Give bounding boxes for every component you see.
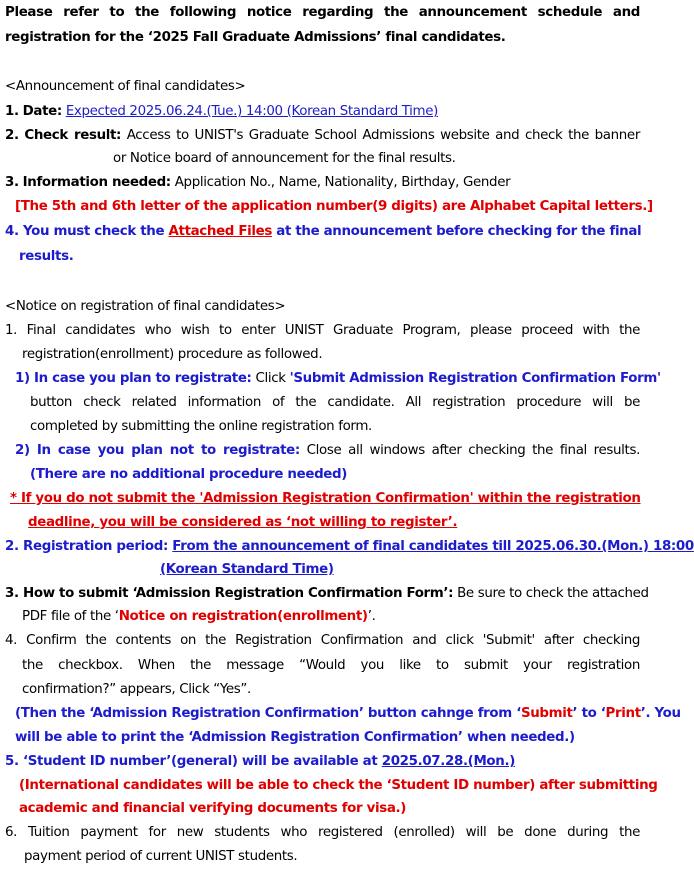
sub2-text: Close all windows after checking the final results.: [306, 443, 640, 458]
item2-value1: From the announcement of final candidates till 2025.06.30.(Mon.) 18:00: [172, 539, 694, 554]
reg-item4-note1: [15, 703, 681, 725]
item2-label: 2. Registration period:: [5, 539, 168, 554]
item3-text1: Be sure to check the attached: [457, 586, 649, 601]
reg-item4-note2: will be able to print the ‘Admission Registration Confirmation’ when needed.): [15, 730, 575, 745]
announcement-heading: <Announcement of final candidates>: [5, 79, 246, 94]
check-num: 2.: [5, 128, 19, 143]
item4-note1a: (Then the ‘Admission Registration Confirmation’ button cahnge from ‘: [15, 706, 521, 721]
sub2-label: 2) In case you plan not to registrate:: [15, 443, 300, 458]
info-note: [The 5th and 6th letter of the application number(9 digits) are Alphabet Capital letters.]: [15, 199, 653, 214]
info-num: 3.: [5, 175, 19, 190]
sub1-label: 1) In case you plan to registrate:: [15, 371, 252, 386]
item3-text2b: Notice on registration(enrollment): [118, 609, 368, 624]
date-label: Date:: [22, 104, 62, 119]
reg-item3-line1: [5, 583, 649, 605]
reg-item5-note1: (International candidates will be able to check the ‘Student ID number) after submitting: [19, 778, 658, 793]
check-text-2: or Notice board of announcement for the final results.: [113, 151, 456, 166]
item4-note1c: ’ to ‘: [572, 706, 606, 721]
sub1-text-a: Click: [255, 371, 286, 386]
item5-label: 5. ‘Student ID number’(general) will be available at: [5, 754, 378, 769]
item3-text2a: PDF file of the ‘: [22, 609, 119, 624]
attached-files-link[interactable]: Attached Files: [168, 224, 272, 239]
check-text-1: Access to UNIST's Graduate School Admissions website and check the banner: [126, 128, 640, 143]
date-num: 1.: [5, 104, 19, 119]
reg-item4-line3: confirmation?” appears, Click “Yes”.: [22, 682, 251, 697]
must-text-c: results.: [19, 249, 74, 264]
reg-item1-line2: registration(enrollment) procedure as followed.: [22, 347, 323, 362]
item4-note1e: ’. You: [640, 706, 681, 721]
item3-label: 3. How to submit ‘Admission Registration Confirmation Form’:: [5, 586, 454, 601]
reg-item3-line2: [22, 606, 640, 628]
item4-note1d: Print: [605, 706, 641, 721]
sub1-line2: button check related information of the candidate. All registration procedure will be: [30, 395, 640, 410]
intro-line-1: Please refer to the following notice regarding the announcement schedule and: [5, 5, 640, 20]
sub2-note: (There are no additional procedure needed): [30, 467, 348, 482]
reg-item1-line1: 1. Final candidates who wish to enter UNIST Graduate Program, please proceed with the: [5, 323, 640, 338]
reg-item6-line2: payment period of current UNIST students.: [24, 849, 298, 864]
submit-form-button-ref: 'Submit Admission Registration Confirmation Form': [289, 371, 661, 386]
reg-item2-line1: [5, 536, 694, 558]
warning-line2: deadline, you will be considered as ‘not willing to register’.: [28, 515, 458, 530]
item2-value2: (Korean Standard Time): [160, 562, 334, 577]
warning-line1: * If you do not submit the 'Admission Registration Confirmation' within the registration: [10, 491, 641, 506]
date-value: Expected 2025.06.24.(Tue.) 14:00 (Korean Standard Time): [65, 104, 438, 119]
must-text-a: You must check the: [23, 224, 165, 239]
intro-line-2: registration for the ‘2025 Fall Graduate Admissions’ final candidates.: [5, 30, 506, 45]
reg-item4-line1: 4. Confirm the contents on the Registration Confirmation and click 'Submit' after checking: [5, 633, 640, 648]
announcement-must-check: [5, 221, 640, 243]
announcement-check-result: [5, 125, 640, 147]
info-text: Application No., Name, Nationality, Birthday, Gender: [174, 175, 511, 190]
item4-note1b: Submit: [520, 706, 573, 721]
reg-item4-line2: the checkbox. When the message “Would you like to submit your registration: [22, 658, 640, 673]
must-text-b: at the announcement before checking for the final: [276, 224, 642, 239]
announcement-info: [5, 172, 640, 194]
info-label: Information needed:: [22, 175, 171, 190]
reg-item5-note2: academic and financial verifying documents for visa.): [19, 801, 407, 816]
item3-text2c: ’.: [367, 609, 376, 624]
registration-heading: <Notice on registration of final candidates>: [5, 299, 286, 314]
sub1-line3: completed by submitting the online registration form.: [30, 419, 372, 434]
check-label: Check result:: [24, 128, 122, 143]
reg-sub1-line1: [15, 368, 661, 390]
must-num: 4.: [5, 224, 19, 239]
reg-item6-line1: 6. Tuition payment for new students who registered (enrolled) will be done during the: [5, 825, 640, 840]
announcement-date: [5, 101, 640, 123]
item5-date: 2025.07.28.(Mon.): [381, 754, 515, 769]
reg-item5-line1: [5, 751, 640, 773]
reg-sub2-line1: [15, 440, 640, 462]
